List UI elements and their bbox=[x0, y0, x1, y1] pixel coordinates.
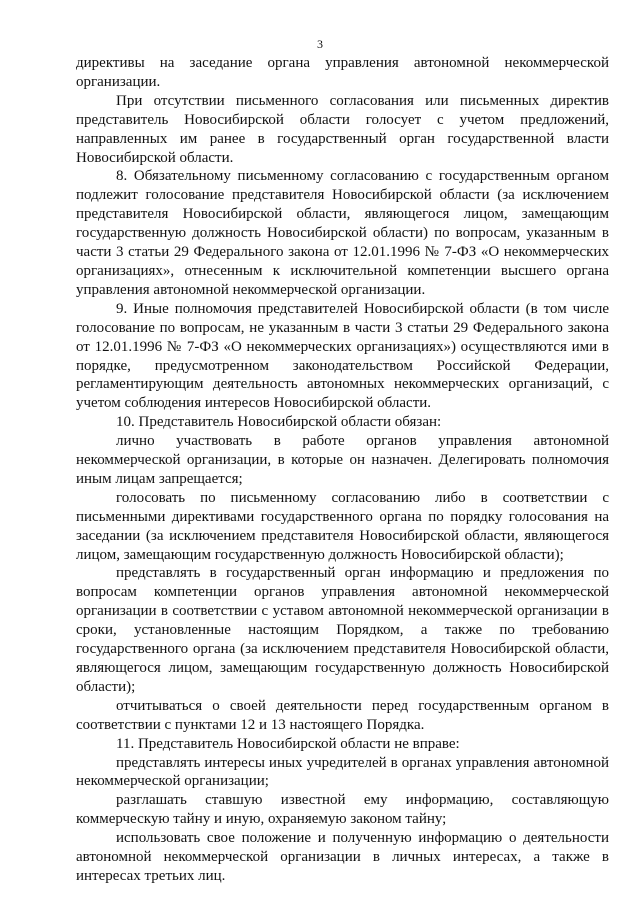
paragraph-prohibition-personal-use: использовать свое положение и полученную информацию о деятельности автономной некоммерческой организации в личных интересах, а также в интересах третьих лиц. bbox=[76, 830, 609, 884]
paragraph-continuation: директивы на заседание органа управления автономной некоммерческой организации. bbox=[76, 55, 609, 90]
paragraph-duty-participate: лично участвовать в работе органов управления автономной некоммерческой организации, в которые он назначен. Делегировать полномочия иным лицам запрещается; bbox=[76, 433, 609, 487]
paragraph-item-9: 9. Иные полномочия представителей Новосибирской области (в том числе голосование по вопросам, не указанным в части 3 статьи 29 Федерального закона от 12.01.1996 № 7-ФЗ «О некоммерческих организациях») осуществляются ими в порядке, предусмотренном законодательством Российской Федерации, регламентирующим деятельность автономных некоммерческих организаций, с учетом соблюдения интересов Новосибирской области. bbox=[76, 300, 609, 412]
document-body bbox=[76, 54, 609, 886]
paragraph-item-11-heading: 11. Представитель Новосибирской области не вправе: bbox=[116, 735, 460, 752]
page-number: 3 bbox=[317, 37, 323, 51]
paragraph-no-approval-voting: При отсутствии письменного согласования или письменных директив представитель Новосибирской области голосует с учетом предложений, направленных им ранее в государственный орган государственной власти Новосибирской области. bbox=[76, 92, 609, 166]
paragraph-prohibition-disclose: разглашать ставшую известной ему информацию, составляющую коммерческую тайну и иную, охраняемую законом тайну; bbox=[76, 792, 609, 828]
paragraph-duty-account: отчитываться о своей деятельности перед государственным органом в соответствии с пунктами 12 и 13 настоящего Порядка. bbox=[76, 697, 609, 733]
paragraph-item-10-heading: 10. Представитель Новосибирской области обязан: bbox=[116, 414, 442, 431]
paragraph-duty-report-info: представлять в государственный орган информацию и предложения по вопросам компетенции органов управления автономной некоммерческой организации в соответствии с уставом автономной некоммерческой организации в сроки, установленные настоящим Порядком, а также по требованию государственного органа (за исключением представителя Новосибирской области, являющегося лицом, замещающим государственную должность Новосибирской области); bbox=[76, 565, 609, 695]
paragraph-prohibition-represent: представлять интересы иных учредителей в органах управления автономной некоммерческой организации; bbox=[76, 754, 609, 790]
paragraph-duty-vote: голосовать по письменному согласованию либо в соответствии с письменными директивами государственного органа по порядку голосования на заседании (за исключением представителя Новосибирской области, являющегося лицом, замещающим государственную должность Новосибирской области); bbox=[76, 489, 609, 563]
paragraph-item-8: 8. Обязательному письменному согласованию с государственным органом подлежит голосование представителя Новосибирской области (за исключением представителя Новосибирской области, являющегося лицом, замещающим государственную должность Новосибирской области) по вопросам, указанным в части 3 статьи 29 Федерального закона от 12.01.1996 № 7-ФЗ «О некоммерческих организациях», отнесенным к исключительной компетенции высшего органа управления автономной некоммерческой организации. bbox=[76, 168, 609, 298]
